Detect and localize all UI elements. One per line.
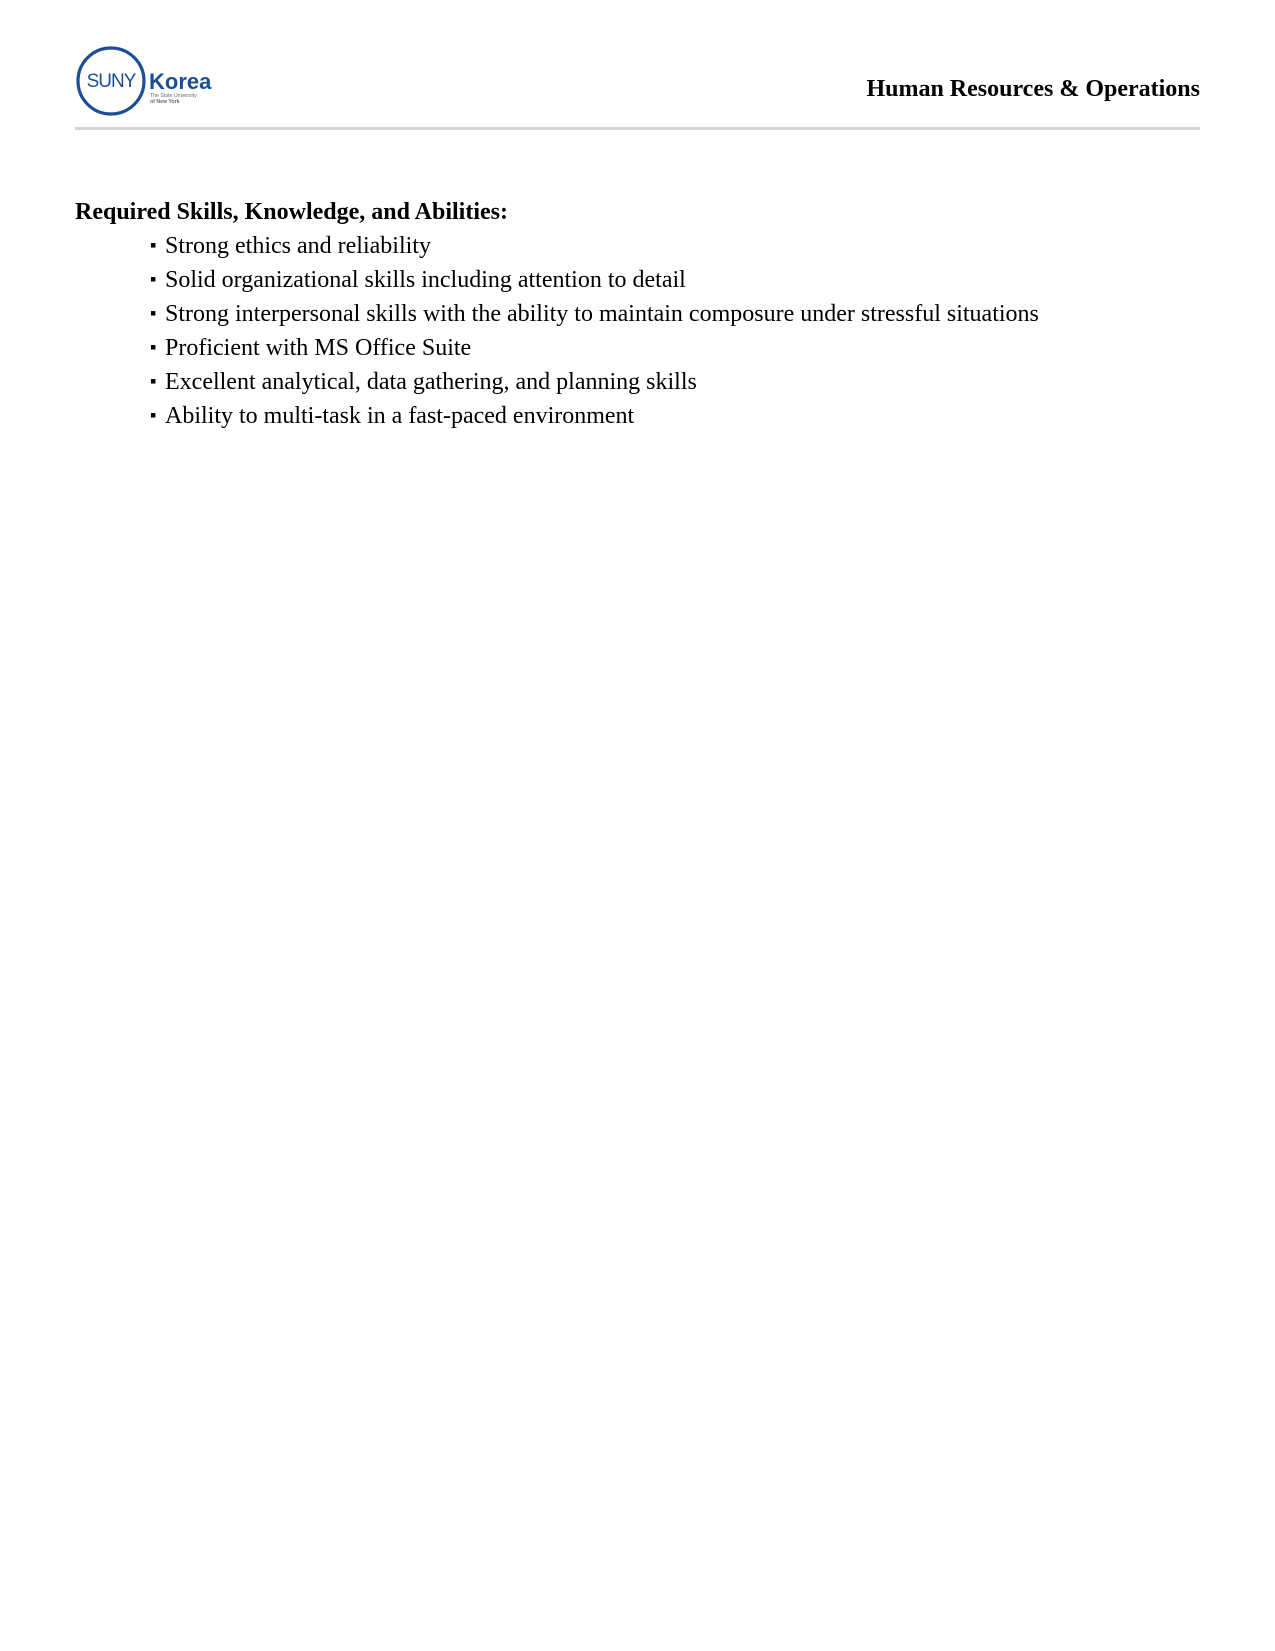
list-item-text: Excellent analytical, data gathering, and planning skills (165, 369, 697, 395)
square-bullet-icon: ▪ (150, 371, 157, 391)
department-title: Human Resources & Operations (866, 76, 1200, 102)
list-item-text: Strong ethics and reliability (165, 233, 431, 259)
logo-korea-text: Korea (149, 69, 212, 94)
list-item-text: Strong interpersonal skills with the ability to maintain composure under stressful situations (165, 301, 1039, 327)
suny-korea-logo (75, 44, 215, 118)
square-bullet-icon: ▪ (150, 269, 157, 289)
square-bullet-icon: ▪ (150, 235, 157, 255)
logo-suny-text: SUNY (86, 71, 136, 92)
square-bullet-icon: ▪ (150, 337, 157, 357)
list-item-text: Proficient with MS Office Suite (165, 335, 472, 361)
logo-tagline-line2: of New York (150, 99, 180, 105)
section-heading: Required Skills, Knowledge, and Abilities: (75, 199, 508, 225)
document-body (75, 196, 1200, 433)
header-divider (75, 127, 1200, 130)
skills-list (75, 229, 1200, 433)
list-item (150, 297, 1200, 331)
list-item-text: Ability to multi-task in a fast-paced environment (165, 403, 635, 429)
square-bullet-icon: ▪ (150, 405, 157, 425)
list-item-text: Solid organizational skills including attention to detail (165, 267, 686, 293)
list-item (150, 399, 1200, 433)
list-item (150, 365, 1200, 399)
page-header (75, 42, 1200, 130)
list-item (150, 229, 1200, 263)
square-bullet-icon: ▪ (150, 303, 157, 323)
list-item (150, 331, 1200, 365)
list-item (150, 263, 1200, 297)
logo-tagline-line1: The State University (150, 93, 197, 99)
